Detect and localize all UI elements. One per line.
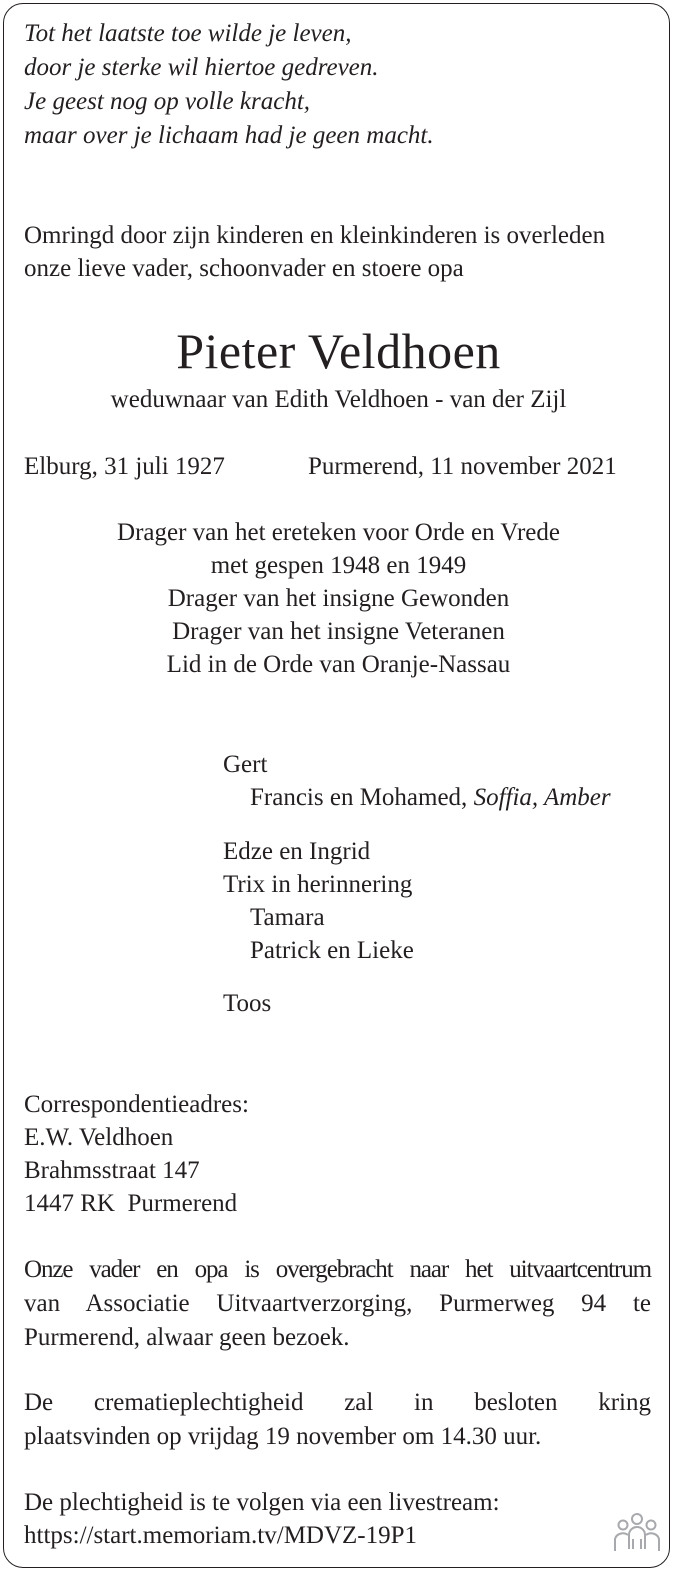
honours-list [0,516,677,681]
ceremony-paragraph [24,1386,651,1454]
memoriam-people-icon [612,1511,662,1553]
family-gert-grandkids: Soffia, Amber [473,784,611,811]
family-trix: Trix in herinnering [223,871,413,898]
intro-text [24,219,605,285]
paragraph-line: Onze vader en opa is overgebracht naar het uitvaartcentrum [24,1256,651,1283]
livestream-text: De plechtigheid is te volgen via een livestream: [24,1489,500,1516]
poem-line: door je sterke wil hiertoe gedreven. [24,54,379,81]
poem-line: Tot het laatste toe wilde je leven, [24,20,352,47]
correspondence-address [24,1088,249,1220]
family-gert-kids-plain: Francis en Mohamed, [250,784,474,811]
address-line: Correspondentieadres: [24,1091,249,1118]
transfer-paragraph [24,1253,651,1355]
family-edze: Edze en Ingrid [223,838,371,865]
paragraph-line: Purmerend, alwaar geen bezoek. [24,1324,350,1351]
family-tamara: Tamara [250,904,325,931]
honour-item: Lid in de Orde van Oranje-Nassau [166,651,511,678]
paragraph-line: plaatsvinden op vrijdag 19 november om 14.30 uur. [24,1423,542,1450]
poem [24,17,434,153]
deceased-name: Pieter Veldhoen [176,323,501,379]
honour-item: Drager van het ereteken voor Orde en Vrede [117,519,560,546]
address-line: E.W. Veldhoen [24,1124,174,1151]
address-line: 1447 RK Purmerend [24,1190,238,1217]
honour-item: met gespen 1948 en 1949 [210,552,467,579]
livestream-link[interactable]: https://start.memoriam.tv/MDVZ-19P1 [24,1522,418,1549]
family-gert-kids [250,781,611,814]
family-gert: Gert [223,751,268,778]
intro-line: onze lieve vader, schoonvader en stoere opa [24,255,464,282]
poem-line: maar over je lichaam had je geen macht. [24,122,434,149]
livestream-info [24,1486,500,1552]
honour-item: Drager van het insigne Gewonden [167,585,510,612]
honour-item: Drager van het insigne Veteranen [172,618,505,645]
address-line: Brahmsstraat 147 [24,1157,200,1184]
paragraph-line: van Associatie Uitvaartverzorging, Purmerweg 94 te [24,1290,651,1317]
family-toos: Toos [223,990,272,1017]
paragraph-line: De crematieplechtigheid zal in besloten kring [24,1389,651,1416]
death-date: Purmerend, 11 november 2021 [308,453,617,480]
poem-line: Je geest nog op volle kracht, [24,88,311,115]
intro-line: Omringd door zijn kinderen en kleinkinderen is overleden [24,222,606,249]
birth-date: Elburg, 31 juli 1927 [24,453,225,480]
family-patrick: Patrick en Lieke [250,937,414,964]
widower-line: weduwnaar van Edith Veldhoen - van der Zijl [110,386,567,413]
